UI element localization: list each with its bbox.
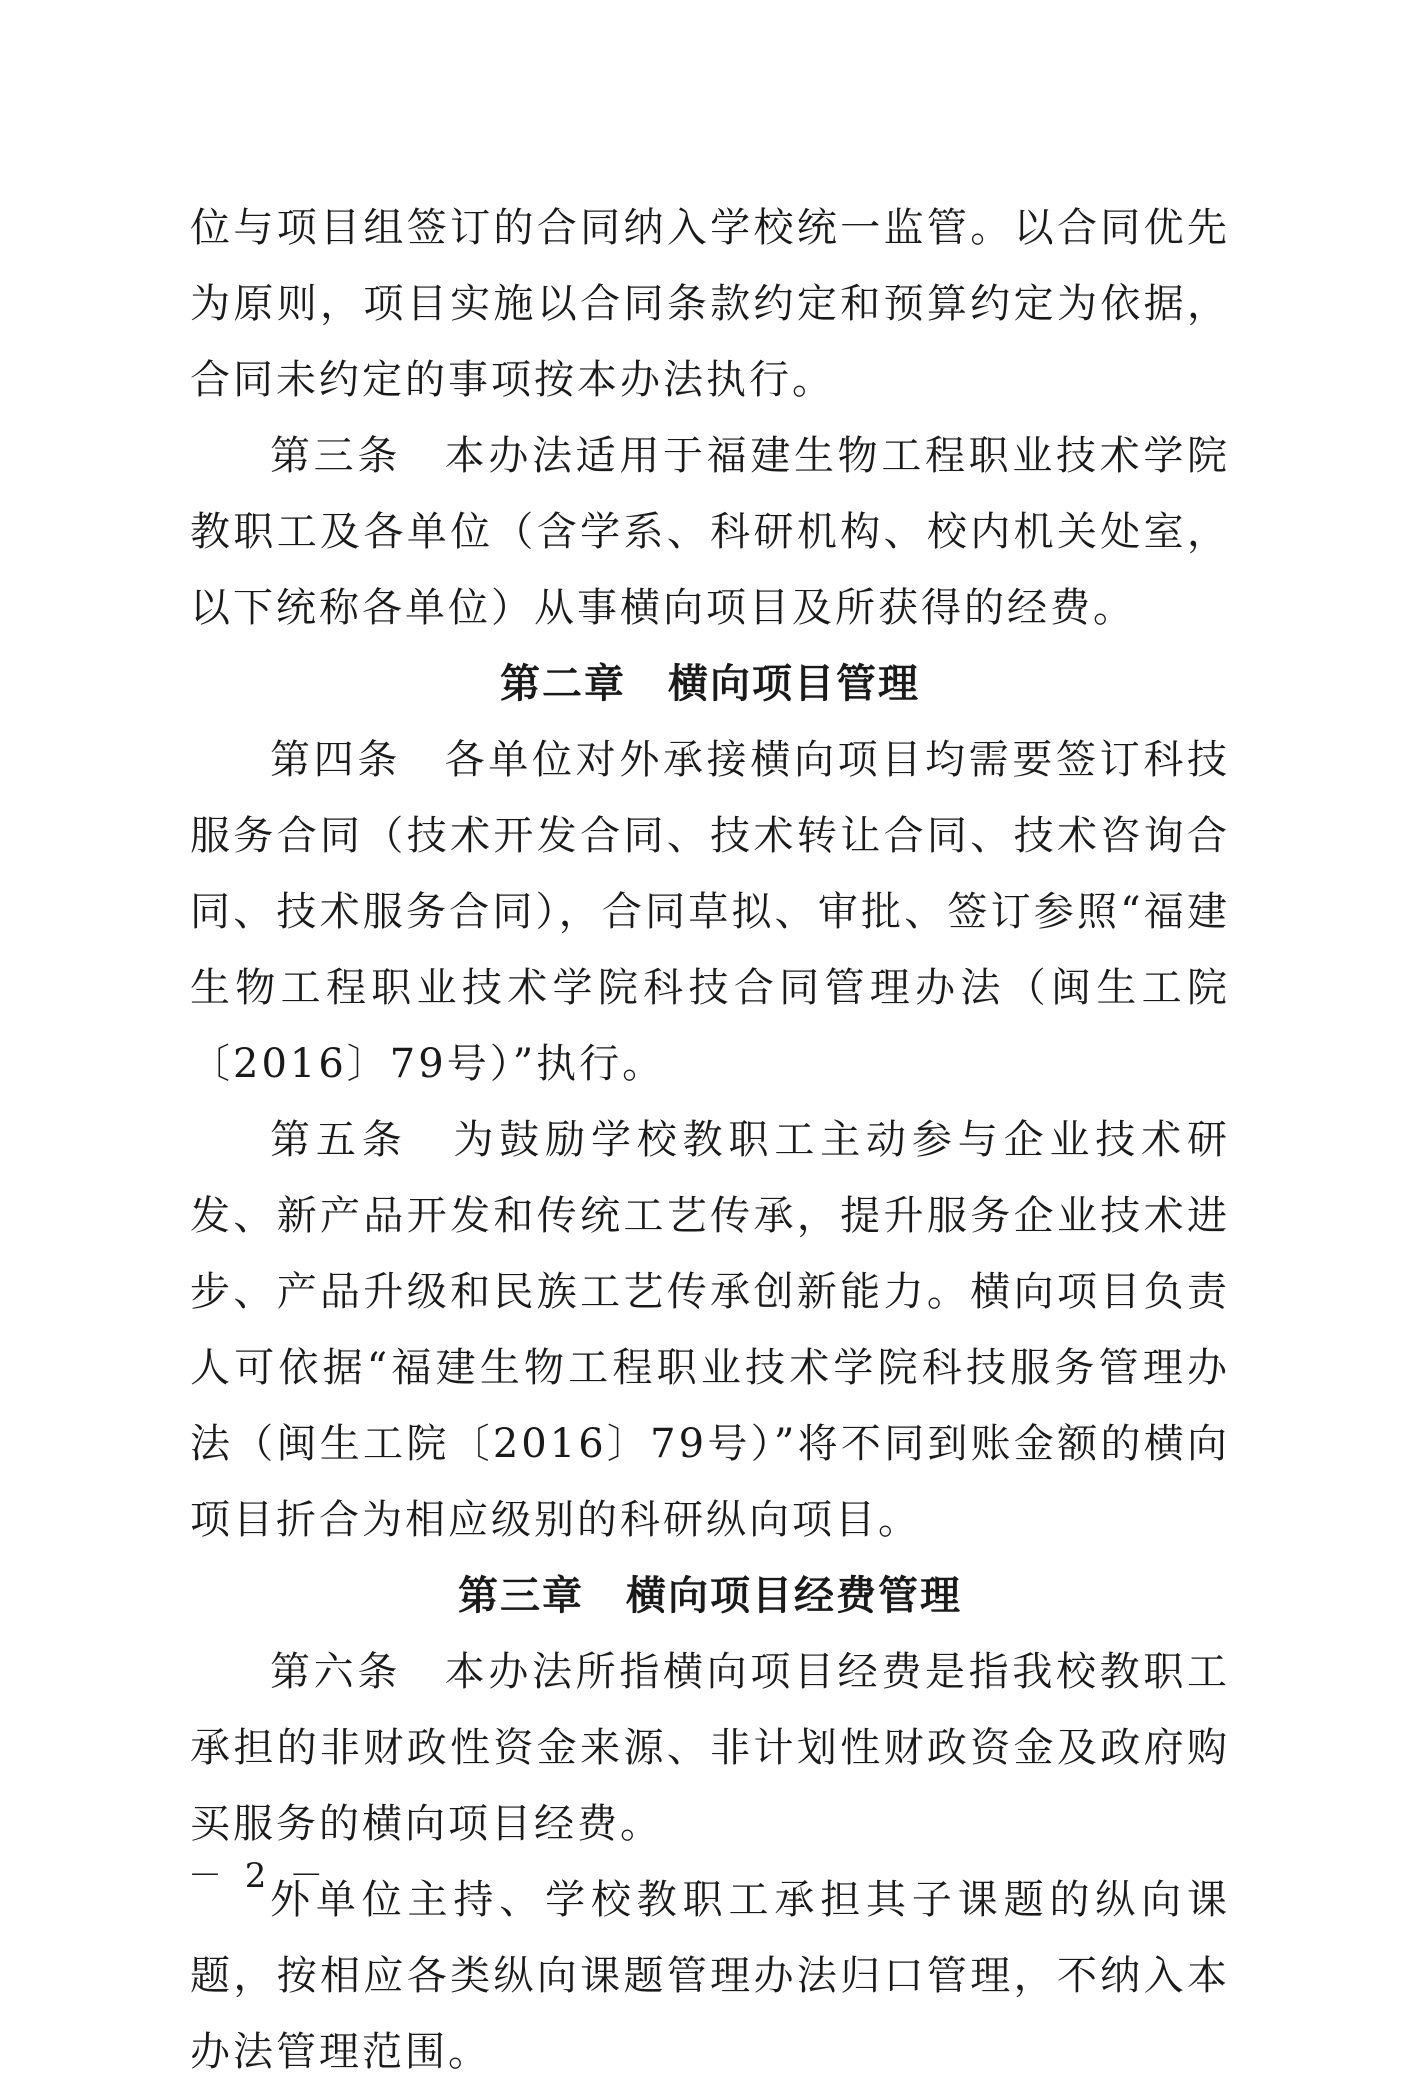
- chapter-heading-2: 第二章 横向项目管理: [500, 661, 920, 707]
- page-number: － 2 －: [188, 1856, 330, 1896]
- paragraph-article-3: 第三条 本办法适用于福建生物工程职业技术学院教职工及各单位（含学系、科研机构、校内机关处室，以下统称各单位）从事横向项目及所获得的经费。: [190, 433, 1230, 631]
- chapter-heading-3: 第三章 横向项目经费管理: [458, 1573, 962, 1619]
- paragraph-article-5: 第五条 为鼓励学校教职工主动参与企业技术研发、新产品开发和传统工艺传承，提升服务企业技术进步、产品升级和民族工艺传承创新能力。横向项目负责人可依据“福建生物工程职业技术学院科技服务管理办法（闽生工院〔2016〕79号）”将不同到账金额的横向项目折合为相应级别的科研纵向项目。: [190, 1117, 1230, 1543]
- document-body: [190, 190, 1230, 2090]
- paragraph-continuation: 位与项目组签订的合同纳入学校统一监管。以合同优先为原则，项目实施以合同条款约定和预算约定为依据，合同未约定的事项按本办法执行。: [190, 205, 1230, 403]
- paragraph-article-4: 第四条 各单位对外承接横向项目均需要签订科技服务合同（技术开发合同、技术转让合同、技术咨询合同、技术服务合同），合同草拟、审批、签订参照“福建生物工程职业技术学院科技合同管理办法（闽生工院〔2016〕79号）”执行。: [190, 737, 1230, 1087]
- paragraph-article-6-note: 外单位主持、学校教职工承担其子课题的纵向课题，按相应各类纵向课题管理办法归口管理，不纳入本办法管理范围。: [190, 1877, 1230, 2075]
- paragraph-article-6: 第六条 本办法所指横向项目经费是指我校教职工承担的非财政性资金来源、非计划性财政资金及政府购买服务的横向项目经费。: [190, 1649, 1230, 1847]
